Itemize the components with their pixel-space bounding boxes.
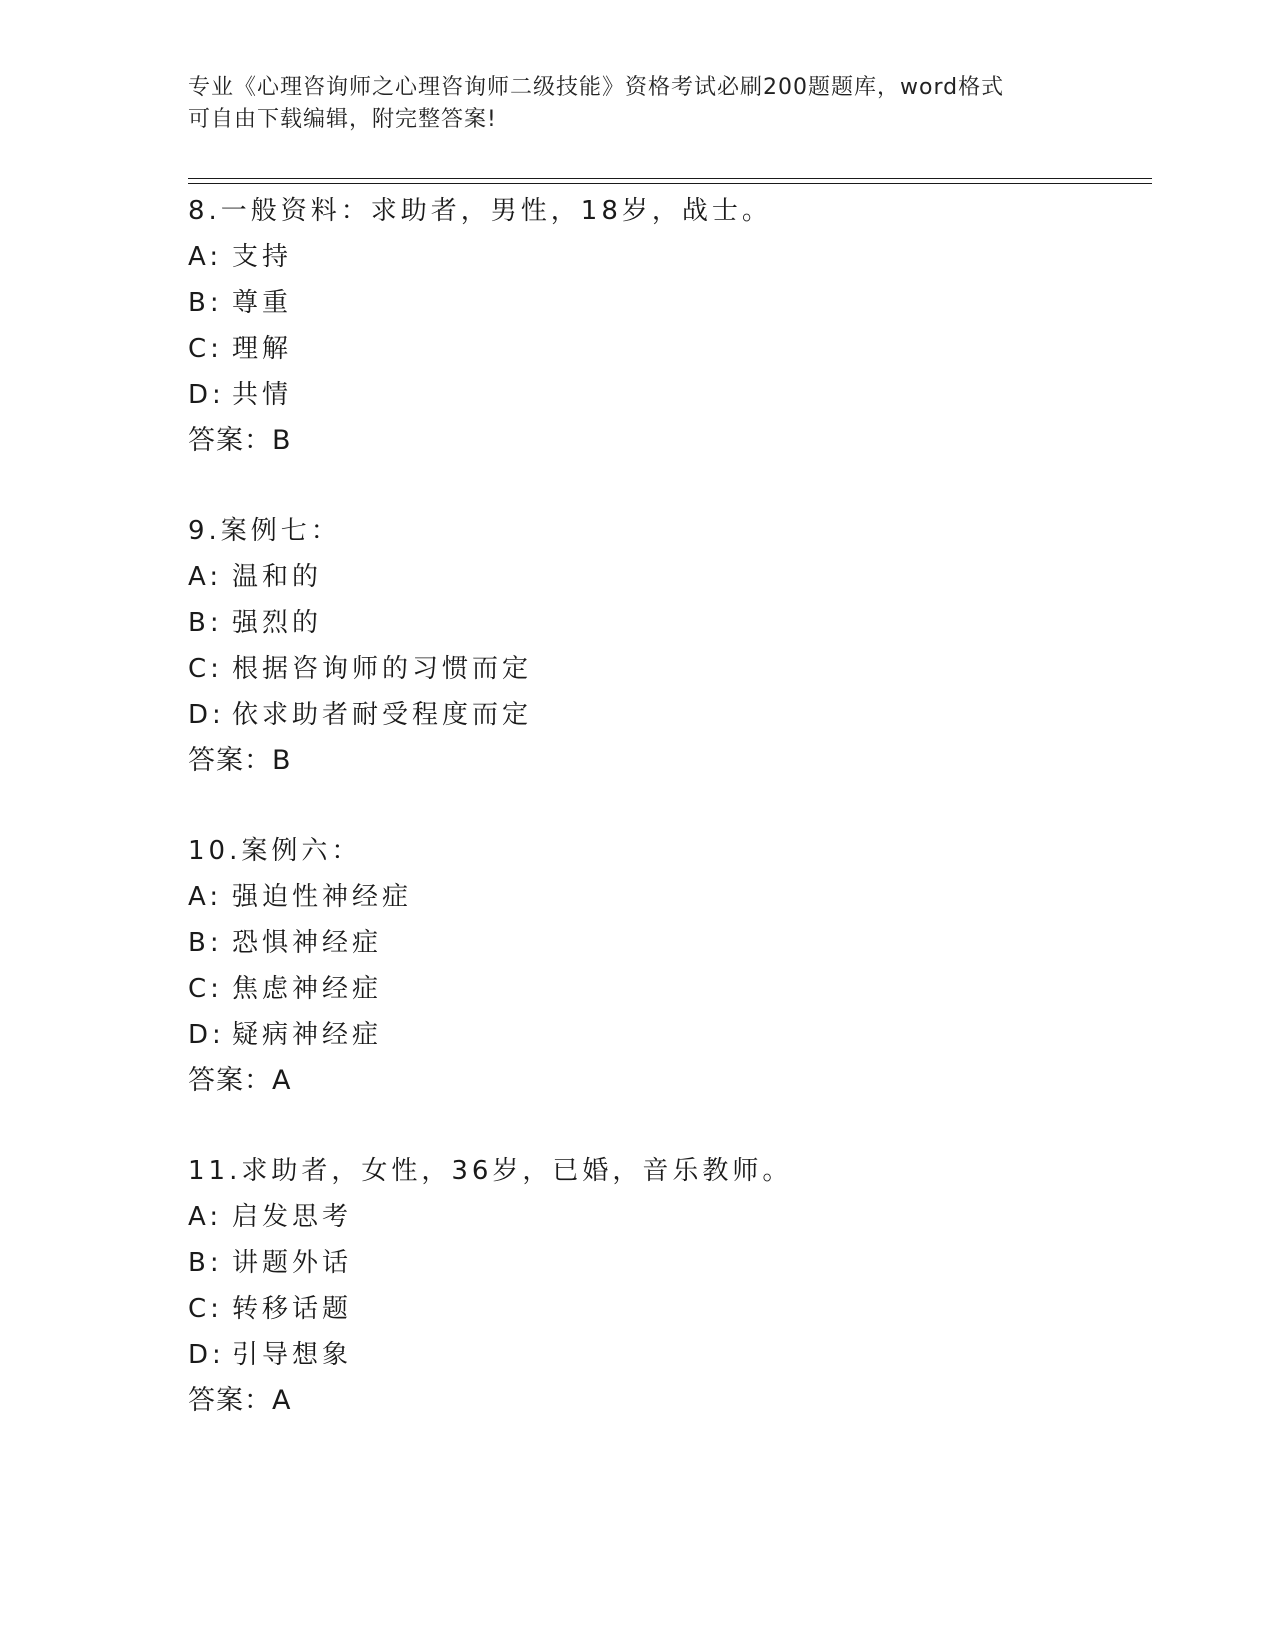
option-text: 强烈的 (232, 608, 323, 638)
option-b (188, 1240, 1148, 1286)
option-b (188, 280, 1148, 326)
question-block (188, 188, 1148, 464)
option-text: 转移话题 (232, 1294, 353, 1324)
option-text: 根据咨询师的习惯而定 (232, 654, 533, 684)
question-title: 10.案例六： (188, 836, 362, 866)
option-a (188, 1194, 1148, 1240)
option-d (188, 1012, 1148, 1058)
answer-line: 答案：B (188, 745, 292, 776)
answer-line: 答案：B (188, 425, 292, 456)
option-a (188, 874, 1148, 920)
option-key: A: (188, 242, 223, 272)
question-title: 9.案例七： (188, 516, 341, 546)
header-divider-top (188, 178, 1152, 179)
option-key: A: (188, 562, 223, 592)
option-text: 启发思考 (232, 1202, 353, 1232)
option-c (188, 966, 1148, 1012)
option-text: 理解 (232, 334, 293, 364)
option-text: 尊重 (232, 288, 293, 318)
option-key: C: (188, 974, 223, 1004)
option-key: D: (188, 380, 225, 410)
question-title: 11.求助者，女性，36岁，已婚，音乐教师。 (188, 1156, 793, 1186)
answer-line: 答案：A (188, 1065, 292, 1096)
option-c (188, 1286, 1148, 1332)
option-text: 支持 (232, 242, 293, 272)
option-key: D: (188, 1020, 225, 1050)
question-block (188, 508, 1148, 784)
option-key: B: (188, 608, 223, 638)
option-d (188, 372, 1148, 418)
option-a (188, 554, 1148, 600)
header-divider-bottom (188, 183, 1152, 184)
option-key: C: (188, 1294, 223, 1324)
option-text: 恐惧神经症 (232, 928, 383, 958)
option-key: B: (188, 1248, 223, 1278)
option-text: 共情 (232, 380, 293, 410)
option-key: D: (188, 700, 225, 730)
option-text: 讲题外话 (232, 1248, 353, 1278)
option-text: 引导想象 (232, 1340, 353, 1370)
header-line-1: 专业《心理咨询师之心理咨询师二级技能》资格考试必刷200题题库，word格式 (188, 75, 1005, 100)
option-b (188, 920, 1148, 966)
option-text: 疑病神经症 (232, 1020, 383, 1050)
option-text: 焦虑神经症 (232, 974, 383, 1004)
option-key: B: (188, 928, 223, 958)
option-c (188, 646, 1148, 692)
document-header (188, 72, 1088, 136)
question-block (188, 828, 1148, 1104)
option-a (188, 234, 1148, 280)
option-text: 依求助者耐受程度而定 (232, 700, 533, 730)
option-c (188, 326, 1148, 372)
option-key: C: (188, 654, 223, 684)
option-key: D: (188, 1340, 225, 1370)
option-key: C: (188, 334, 223, 364)
option-d (188, 1332, 1148, 1378)
option-key: A: (188, 882, 223, 912)
option-b (188, 600, 1148, 646)
option-d (188, 692, 1148, 738)
question-title: 8.一般资料：求助者，男性，18岁，战士。 (188, 196, 772, 226)
question-block (188, 1148, 1148, 1424)
option-text: 温和的 (232, 562, 323, 592)
option-key: A: (188, 1202, 223, 1232)
option-text: 强迫性神经症 (232, 882, 413, 912)
answer-line: 答案：A (188, 1385, 292, 1416)
option-key: B: (188, 288, 223, 318)
header-line-2: 可自由下载编辑，附完整答案! (188, 107, 497, 132)
